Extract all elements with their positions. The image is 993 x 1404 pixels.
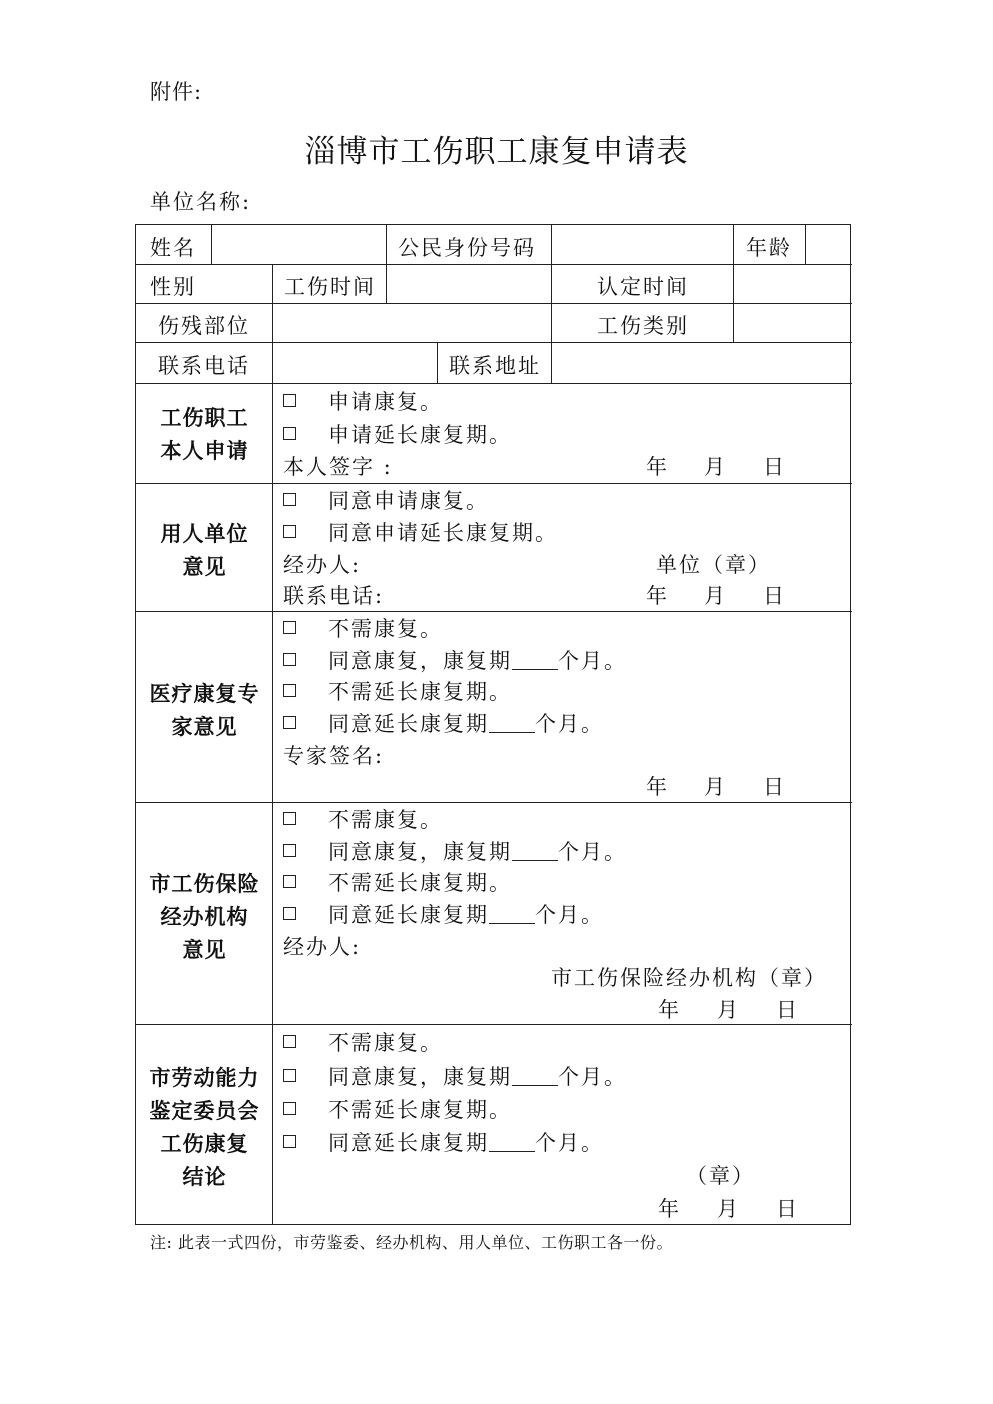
checkbox-icon[interactable] — [283, 525, 296, 538]
insurance-stamp-label: 市工伤保险经办机构（章） — [551, 966, 827, 990]
id-number-label: 公民身份号码 — [398, 236, 536, 260]
checkbox-icon[interactable] — [283, 653, 296, 666]
row-divider — [136, 383, 852, 384]
checkbox-icon[interactable] — [283, 427, 296, 440]
months-blank[interactable] — [489, 905, 535, 924]
row-divider — [136, 802, 852, 803]
employer-option-extend[interactable]: 同意申请延长康复期。 — [283, 521, 558, 545]
footnote: 注: 此表一式四份，市劳鉴委、经办机构、用人单位、工伤职工各一份。 — [150, 1233, 673, 1252]
injured-part-label: 伤残部位 — [158, 314, 250, 338]
insurance-agency-opinion-label: 市工伤保险 经办机构 意见 — [149, 871, 260, 962]
worker-option-apply[interactable]: 申请康复。 — [283, 390, 443, 414]
application-form-table: 姓名 公民身份号码 年龄 性别 工伤时间 认定时间 伤残部位 工伤类别 联系电话 联系地址 工伤职工 本人申请 申请康复。 申请延长康复期。 本人签字 : 年 月 日 用人单位 意见 同意申请康复。 同意申请延长康复期。 经办人: 单位（章） 联系电话: 年 月 日 医疗康复专 家意见 不需康复。 同意康复，康复期 个月。 不需延长康复期。 同意延长康复期 个月。 专家签名: 年 月 日 市工伤保险 经办机构 意见 不需康复。 同意康复，康复期 个月。 不需延长康复期。 同意延长康复期 个月。 经办人: 市工伤保险经办机构（章） 年 月 日 市劳动能力 鉴定委员会 工伤康复 结论 不需康复。 同意康复，康复期 个月。 不需延长康复期。 同意延长康复期 个月。 （章） 年 月 日 — [135, 224, 851, 1225]
row-divider — [136, 342, 852, 343]
months-blank[interactable] — [512, 651, 558, 670]
committee-stamp-label: （章） — [686, 1164, 755, 1188]
row-divider — [136, 1024, 852, 1025]
worker-option-extend[interactable]: 申请延长康复期。 — [283, 423, 512, 447]
attachment-label: 附件: — [150, 80, 203, 104]
committee-conclusion-label: 市劳动能力 鉴定委员会 工伤康复 结论 — [149, 1065, 260, 1189]
checkbox-icon[interactable] — [283, 716, 296, 729]
checkbox-icon[interactable] — [283, 844, 296, 857]
name-label: 姓名 — [150, 236, 196, 260]
insurance-option-agree-extend[interactable]: 同意延长康复期 个月。 — [283, 903, 604, 927]
col-divider — [733, 225, 734, 342]
checkbox-icon[interactable] — [283, 621, 296, 634]
insurance-handler-label: 经办人: — [283, 935, 362, 959]
medical-expert-opinion-label: 医疗康复专 家意见 — [149, 681, 260, 739]
col-divider — [386, 225, 387, 303]
medical-option-no-extend[interactable]: 不需延长康复期。 — [283, 680, 512, 704]
checkbox-icon[interactable] — [283, 1069, 296, 1082]
committee-option-agree-rehab[interactable]: 同意康复，康复期 个月。 — [283, 1065, 627, 1089]
injury-time-label: 工伤时间 — [284, 275, 376, 299]
checkbox-icon[interactable] — [283, 907, 296, 920]
worker-application-label: 工伤职工 本人申请 — [160, 405, 249, 463]
address-label: 联系地址 — [449, 354, 541, 378]
employer-phone-label: 联系电话: — [283, 584, 385, 608]
months-blank[interactable] — [512, 1067, 558, 1086]
medical-option-agree-extend[interactable]: 同意延长康复期 个月。 — [283, 712, 604, 736]
months-blank[interactable] — [489, 714, 535, 733]
insurance-option-agree-rehab[interactable]: 同意康复，康复期 个月。 — [283, 840, 627, 864]
employer-handler-label: 经办人: — [283, 553, 362, 577]
unit-name-label: 单位名称: — [150, 190, 252, 214]
insurance-option-no-extend[interactable]: 不需延长康复期。 — [283, 871, 512, 895]
worker-signature-label: 本人签字 : — [283, 455, 393, 479]
months-blank[interactable] — [489, 1133, 535, 1152]
injury-type-label: 工伤类别 — [597, 314, 689, 338]
gender-label: 性别 — [150, 275, 196, 299]
page-title: 淄博市工伤职工康复申请表 — [304, 134, 689, 170]
checkbox-icon[interactable] — [283, 1035, 296, 1048]
row-divider — [136, 483, 852, 484]
months-blank[interactable] — [512, 842, 558, 861]
checkbox-icon[interactable] — [283, 1135, 296, 1148]
insurance-option-no-rehab[interactable]: 不需康复。 — [283, 808, 443, 832]
age-label: 年龄 — [746, 236, 792, 260]
row-divider — [136, 611, 852, 612]
checkbox-icon[interactable] — [283, 684, 296, 697]
employer-stamp-label: 单位（章） — [656, 553, 771, 577]
employer-option-agree[interactable]: 同意申请康复。 — [283, 489, 489, 513]
medical-option-agree-rehab[interactable]: 同意康复，康复期 个月。 — [283, 649, 627, 673]
phone-label: 联系电话 — [158, 354, 250, 378]
col-divider — [551, 225, 552, 383]
checkbox-icon[interactable] — [283, 394, 296, 407]
medical-signature-label: 专家签名: — [283, 744, 385, 768]
checkbox-icon[interactable] — [283, 812, 296, 825]
committee-option-agree-extend[interactable]: 同意延长康复期 个月。 — [283, 1131, 604, 1155]
committee-option-no-extend[interactable]: 不需延长康复期。 — [283, 1098, 512, 1122]
col-divider — [805, 225, 806, 264]
checkbox-icon[interactable] — [283, 1102, 296, 1115]
checkbox-icon[interactable] — [283, 875, 296, 888]
checkbox-icon[interactable] — [283, 493, 296, 506]
medical-option-no-rehab[interactable]: 不需康复。 — [283, 617, 443, 641]
employer-opinion-label: 用人单位 意见 — [160, 521, 249, 579]
col-divider — [211, 225, 212, 264]
row-divider — [136, 264, 852, 265]
col-divider — [437, 342, 438, 383]
row-divider — [136, 303, 852, 304]
committee-option-no-rehab[interactable]: 不需康复。 — [283, 1031, 443, 1055]
recognition-time-label: 认定时间 — [597, 275, 689, 299]
